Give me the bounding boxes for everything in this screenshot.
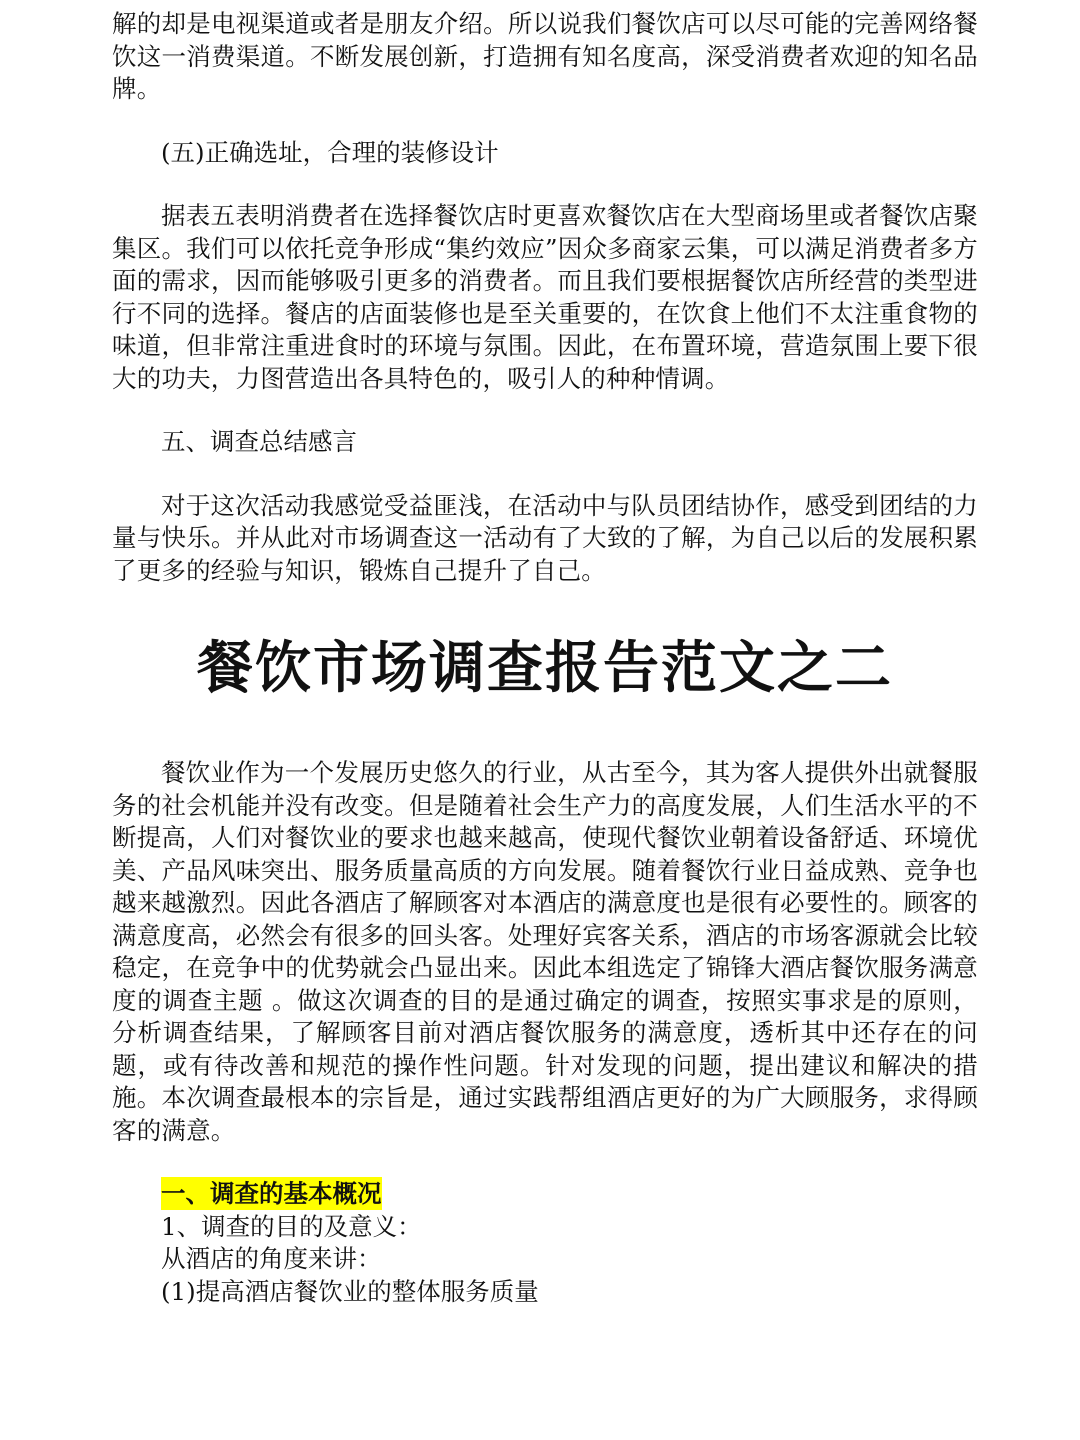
paragraph-location: 据表五表明消费者在选择餐饮店时更喜欢餐饮店在大型商场里或者餐饮店聚集区。我们可以依托竞争形成“集约效应”因众多商家云集，可以满足消费者多方面的需求，因而能够吸引更多的消费者。而且我们要根据餐饮店所经营的类型进行不同的选择。餐店的店面装修也是至关重要的，在饮食上他们不太注重食物的味道，但非常注重进食时的环境与氛围。因此，在布置环境，营造氛围上要下很大的功夫，力图营造出各具特色的，吸引人的种种情调。 (112, 201, 978, 393)
document-page (112, 8, 978, 1308)
item-improve-quality: (1)提高酒店餐饮业的整体服务质量 (161, 1276, 539, 1306)
paragraph-intro-tail: 解的却是电视渠道或者是朋友介绍。所以说我们餐饮店可以尽可能的完善网络餐饮这一消费渠道。不断发展创新，打造拥有知名度高，深受消费者欢迎的知名品牌。 (112, 9, 978, 103)
item-hotel-angle: 从酒店的角度来讲： (161, 1244, 382, 1273)
subheading-location-design: (五)正确选址，合理的装修设计 (161, 137, 499, 167)
heading-basic-overview (112, 1178, 978, 1211)
heading-summary: 五、调查总结感言 (161, 427, 357, 456)
item-purpose: 1、调查的目的及意义： (161, 1211, 422, 1241)
paragraph-intro-two: 餐饮业作为一个发展历史悠久的行业，从古至今，其为客人提供外出就餐服务的社会机能并没有改变。但是随着社会生产力的高度发展，人们生活水平的不断提高，人们对餐饮业的要求也越来越高，使现代餐饮业朝着设备舒适、环境优美、产品风味突出、服务质量高质的方向发展。随着餐饮行业日益成熟、竞争也越来越激烈。因此各酒店了解顾客对本酒店的满意度也是很有必要性的。顾客的满意度高，必然会有很多的回头客。处理好宾客关系，酒店的市场客源就会比较稳定，在竞争中的优势就会凸显出来。因此本组选定了锦锋大酒店餐饮服务满意度的调查主题 。做这次调查的目的是通过确定的调查，按照实事求是的原则，分析调查结果，了解顾客目前对酒店餐饮服务的满意度，透析其中还存在的问题，或有待改善和规范的操作性问题。针对发现的问题，提出建议和解决的措施。本次调查最根本的宗旨是，通过实践帮组酒店更好的为广大顾服务，求得顾客的满意。 (112, 758, 978, 1145)
paragraph-summary: 对于这次活动我感觉受益匪浅，在活动中与队员团结协作，感受到团结的力量与快乐。并从此对市场调查这一活动有了大致的了解，为自己以后的发展积累了更多的经验与知识，锻炼自己提升了自己。 (112, 490, 978, 585)
highlighted-heading-text: 一、调查的基本概况 (161, 1179, 382, 1208)
document-title: 餐饮市场调查报告范文之二 (197, 635, 893, 701)
